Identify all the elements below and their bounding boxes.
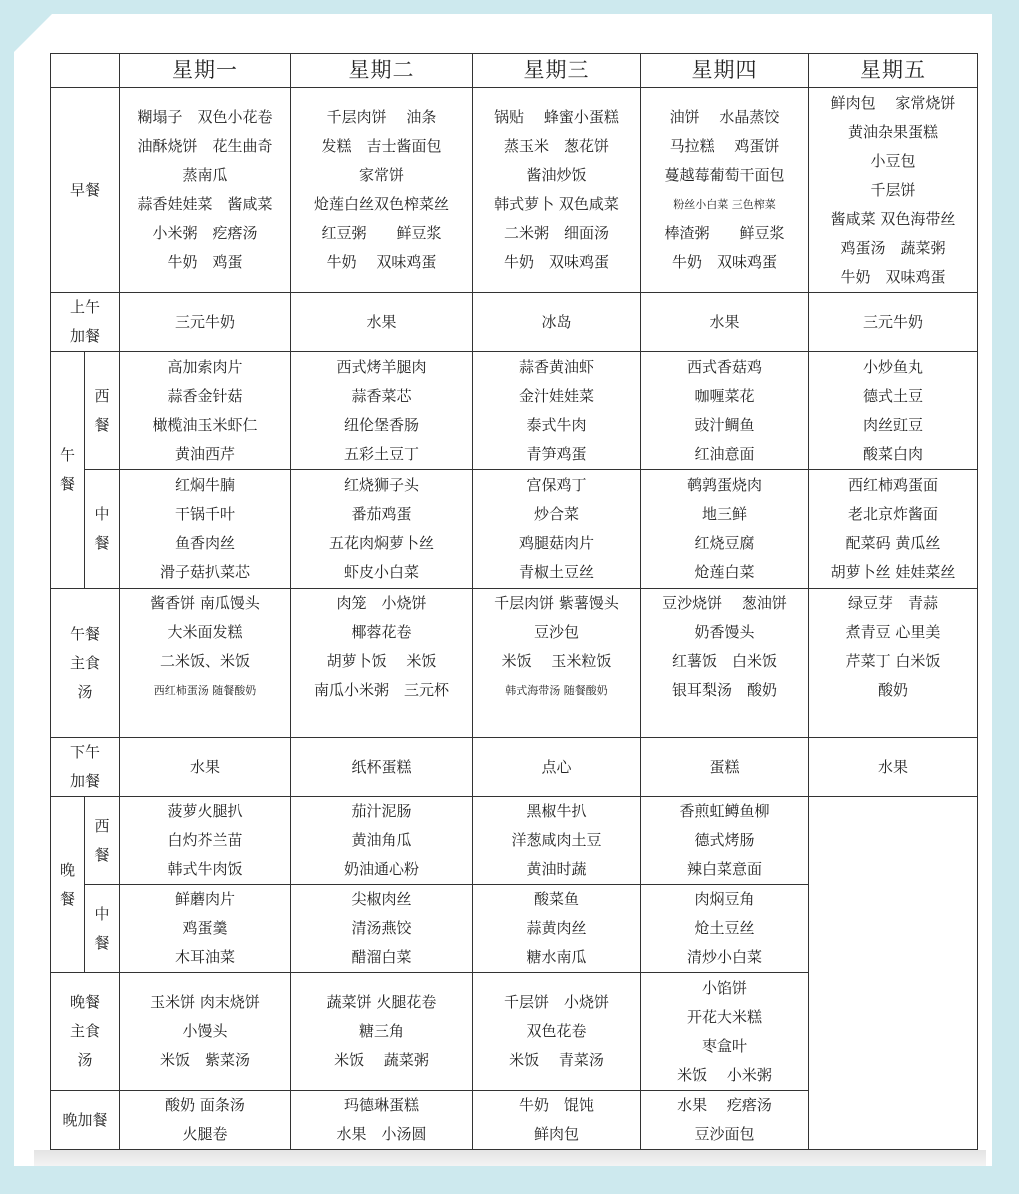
menu-item: 肉丝豇豆 <box>862 415 923 434</box>
menu-item: 蒜香娃娃菜 酱咸菜 <box>137 195 273 213</box>
menu-item: 枣盒叶 <box>701 1036 747 1055</box>
menu-item: 椰蓉花卷 <box>351 623 412 641</box>
menu-item: 棒渣粥 鲜豆浆 <box>664 224 785 242</box>
morning-snack-label <box>51 293 120 352</box>
breakfast-cell <box>641 88 809 293</box>
menu-item: 茄汁泥肠 <box>351 802 412 820</box>
menu-item: 韩式海带汤 随餐酸奶 <box>505 684 608 697</box>
staple-cell <box>291 589 473 738</box>
menu-item: 奶香馒头 <box>694 623 755 641</box>
menu-item: 五彩土豆丁 <box>343 444 419 463</box>
lunch-western-row <box>51 352 978 470</box>
menu-item: 奶油通心粉 <box>343 860 419 878</box>
menu-item: 宫保鸡丁 <box>526 476 587 494</box>
night-snack-cell <box>120 1091 291 1150</box>
label-line: 中 <box>94 904 110 923</box>
breakfast-label: 早餐 <box>51 88 120 293</box>
staple-cell <box>641 973 809 1091</box>
menu-item: 千层饼 小烧饼 <box>503 993 609 1011</box>
menu-item: 炝土豆丝 <box>694 919 755 937</box>
menu-item: 纽伦堡香肠 <box>343 415 419 434</box>
staple-cell <box>641 589 809 738</box>
menu-item: 鹌鹑蛋烧肉 <box>686 476 762 494</box>
menu-item: 米饭 玉米粒饭 <box>501 652 612 670</box>
menu-item: 干锅千叶 <box>174 505 235 523</box>
menu-item: 配菜码 黄瓜丝 <box>845 534 941 552</box>
menu-item: 鸡腿菇肉片 <box>518 534 594 552</box>
dish-cell <box>120 470 291 589</box>
label-line: 中 <box>94 505 110 523</box>
lunch-label <box>51 352 85 589</box>
menu-item: 德式土豆 <box>862 386 923 405</box>
night-snack-cell <box>291 1091 473 1150</box>
menu-item: 双色花卷 <box>526 1022 587 1040</box>
menu-item: 炝莲白菜 <box>694 563 755 581</box>
dish-cell <box>120 797 291 885</box>
menu-item: 牛奶 双味鸡蛋 <box>326 253 437 271</box>
dish-cell <box>291 470 473 589</box>
menu-item: 黄油角瓜 <box>351 831 412 849</box>
label-line: 晚餐 <box>69 993 100 1011</box>
menu-item: 豉汁鲷鱼 <box>694 415 755 434</box>
breakfast-cell <box>473 88 641 293</box>
menu-item: 尖椒肉丝 <box>351 890 412 908</box>
label-line: 主食 <box>69 1022 100 1040</box>
dish-cell <box>473 797 641 885</box>
lunch-western-label <box>85 352 120 470</box>
menu-item: 牛奶 双味鸡蛋 <box>840 267 946 286</box>
menu-item: 蒜黄肉丝 <box>526 919 587 937</box>
menu-item: 黄油杂果蛋糕 <box>847 122 938 141</box>
dish-cell <box>809 352 978 470</box>
menu-item: 米饭 小米粥 <box>677 1065 772 1084</box>
paper-shadow <box>34 1150 986 1166</box>
label-line: 餐 <box>94 534 110 552</box>
night-snack-label: 晚加餐 <box>51 1091 120 1150</box>
label-line: 晚 <box>59 860 75 879</box>
label-line: 餐 <box>59 475 75 493</box>
menu-item: 玛德琳蛋糕 <box>343 1096 419 1114</box>
menu-item: 肉焖豆角 <box>694 890 755 908</box>
label-line: 汤 <box>77 682 93 701</box>
menu-item: 白灼芥兰苗 <box>167 831 243 849</box>
menu-item: 蔬菜饼 火腿花卷 <box>326 993 437 1011</box>
dish-cell <box>120 885 291 973</box>
snack-cell: 水果 <box>291 293 473 352</box>
label-line: 下午 <box>69 743 100 761</box>
menu-item: 菠萝火腿扒 <box>167 802 243 820</box>
dinner-western-label <box>85 797 120 885</box>
menu-item: 高加索肉片 <box>167 357 243 376</box>
menu-item: 米饭 青菜汤 <box>509 1051 604 1069</box>
menu-item: 马拉糕 鸡蛋饼 <box>669 137 780 155</box>
dish-cell <box>291 885 473 973</box>
menu-item: 煮青豆 心里美 <box>845 623 941 641</box>
menu-item: 黄油西芹 <box>174 444 235 463</box>
breakfast-cell <box>120 88 291 293</box>
afternoon-snack-label <box>51 738 120 797</box>
breakfast-cell <box>809 88 978 293</box>
menu-item: 鱼香肉丝 <box>174 534 235 552</box>
menu-item: 红油意面 <box>694 444 755 463</box>
label-line: 西 <box>94 816 110 835</box>
dish-cell <box>473 885 641 973</box>
menu-item: 肉笼 小烧饼 <box>336 594 427 612</box>
empty-cell <box>809 797 978 1150</box>
menu-item: 地三鲜 <box>701 505 747 523</box>
menu-item: 酱香饼 南瓜馒头 <box>150 594 260 612</box>
snack-cell: 蛋糕 <box>641 738 809 797</box>
menu-item: 黑椒牛扒 <box>526 802 587 820</box>
menu-item: 小米粥 疙瘩汤 <box>152 224 258 242</box>
snack-cell: 水果 <box>120 738 291 797</box>
menu-item: 胡萝卜丝 娃娃菜丝 <box>830 563 956 581</box>
menu-item: 虾皮小白菜 <box>343 563 419 581</box>
menu-item: 鸡蛋汤 蔬菜粥 <box>840 238 946 257</box>
menu-item: 蒜香金针菇 <box>167 386 243 405</box>
lunch-staple-label <box>51 589 120 738</box>
menu-item: 米饭 蔬菜粥 <box>334 1051 429 1069</box>
menu-item: 小馒头 <box>182 1022 228 1040</box>
dish-cell <box>473 352 641 470</box>
menu-item: 蒜香黄油虾 <box>518 357 594 376</box>
day-header: 星期四 <box>641 54 809 88</box>
lunch-chinese-row <box>51 470 978 589</box>
label-line: 汤 <box>77 1051 93 1069</box>
dinner-western-row <box>51 797 978 885</box>
menu-item: 胡萝卜饭 米饭 <box>326 652 437 670</box>
menu-item: 咖喱菜花 <box>694 386 755 405</box>
menu-item: 鲜蘑肉片 <box>174 890 235 908</box>
menu-item: 油饼 水晶蒸饺 <box>669 108 780 126</box>
header-row <box>51 54 978 88</box>
menu-item: 青椒土豆丝 <box>518 563 594 581</box>
dinner-label <box>51 797 85 973</box>
menu-item: 蒜香菜芯 <box>351 386 412 405</box>
dinner-chinese-label <box>85 885 120 973</box>
menu-item: 韩式萝卜 双色咸菜 <box>494 195 619 213</box>
snack-cell: 水果 <box>641 293 809 352</box>
staple-cell <box>120 973 291 1091</box>
dish-cell <box>291 797 473 885</box>
menu-item: 酸菜白肉 <box>862 444 923 463</box>
menu-item: 鸡蛋羹 <box>182 919 228 937</box>
menu-item: 发糕 吉士酱面包 <box>321 137 442 155</box>
menu-item: 糖水南瓜 <box>526 948 587 966</box>
corner-cell <box>51 54 120 88</box>
menu-item: 金汁娃娃菜 <box>518 386 594 405</box>
menu-item: 韩式牛肉饭 <box>167 860 243 878</box>
night-snack-cell <box>473 1091 641 1150</box>
day-header: 星期一 <box>120 54 291 88</box>
label-line: 餐 <box>59 889 75 908</box>
menu-item: 五花肉焖萝卜丝 <box>328 534 434 552</box>
staple-cell <box>809 589 978 738</box>
menu-item: 木耳油菜 <box>174 948 235 966</box>
menu-item: 鲜肉包 家常烧饼 <box>830 93 956 112</box>
menu-item: 黄油时蔬 <box>526 860 587 878</box>
label-line: 加餐 <box>69 327 100 345</box>
menu-item: 西红柿蛋汤 随餐酸奶 <box>153 684 257 697</box>
snack-cell: 水果 <box>809 738 978 797</box>
menu-item: 大米面发糕 <box>167 623 243 641</box>
lunch-staple-row <box>51 589 978 738</box>
label-line: 午餐 <box>69 624 100 643</box>
menu-item: 芹菜丁 白米饭 <box>845 652 941 670</box>
menu-item: 酸奶 面条汤 <box>165 1096 245 1114</box>
menu-item: 酱油炒饭 <box>526 166 587 184</box>
menu-item: 酸菜鱼 <box>533 890 579 908</box>
menu-item: 蒸南瓜 <box>182 166 228 184</box>
label-line: 上午 <box>69 298 100 316</box>
snack-cell: 点心 <box>473 738 641 797</box>
menu-item: 德式烤肠 <box>694 831 755 849</box>
staple-cell <box>473 973 641 1091</box>
dish-cell <box>641 797 809 885</box>
day-header: 星期二 <box>291 54 473 88</box>
breakfast-cell <box>291 88 473 293</box>
staple-cell <box>473 589 641 738</box>
dish-cell <box>473 470 641 589</box>
label-line: 午 <box>59 446 75 464</box>
menu-item: 小豆包 <box>870 151 916 170</box>
day-header: 星期五 <box>809 54 978 88</box>
menu-item: 蔓越莓葡萄干面包 <box>664 166 785 184</box>
menu-item: 油酥烧饼 花生曲奇 <box>137 137 273 155</box>
menu-item: 牛奶 鸡蛋 <box>167 253 243 271</box>
menu-item: 西式烤羊腿肉 <box>336 357 427 376</box>
menu-item: 千层饼 <box>870 180 916 199</box>
menu-item: 牛奶 双味鸡蛋 <box>671 253 777 271</box>
menu-item: 西式香菇鸡 <box>686 357 762 376</box>
menu-item: 炒合菜 <box>533 505 579 523</box>
menu-item: 二米饭、米饭 <box>159 652 250 670</box>
label-line: 西 <box>94 386 110 405</box>
menu-item: 蒸玉米 葱花饼 <box>503 137 609 155</box>
menu-item: 千层肉饼 油条 <box>326 108 437 126</box>
dish-cell <box>120 352 291 470</box>
menu-item: 橄榄油玉米虾仁 <box>152 415 258 434</box>
label-line: 餐 <box>94 933 110 952</box>
menu-item: 二米粥 细面汤 <box>503 224 609 242</box>
menu-item: 豆沙烧饼 葱油饼 <box>662 594 787 612</box>
menu-item: 粉丝小白菜 三色榨菜 <box>673 198 776 211</box>
menu-item: 酱咸菜 双色海带丝 <box>830 209 956 228</box>
menu-item: 水果 疙瘩汤 <box>677 1096 772 1114</box>
weekly-menu-table <box>50 53 978 1150</box>
menu-item: 清汤燕饺 <box>351 919 412 937</box>
menu-item: 香煎虹鳟鱼柳 <box>679 802 770 820</box>
menu-item: 家常饼 <box>358 166 404 184</box>
menu-item: 滑子菇扒菜芯 <box>159 563 250 581</box>
menu-item: 米饭 紫菜汤 <box>159 1051 250 1069</box>
snack-cell: 三元牛奶 <box>120 293 291 352</box>
menu-item: 糖三角 <box>358 1022 404 1040</box>
snack-cell: 三元牛奶 <box>809 293 978 352</box>
menu-item: 清炒小白菜 <box>686 948 762 966</box>
menu-item: 辣白菜意面 <box>686 860 762 878</box>
dish-cell <box>641 470 809 589</box>
staple-cell <box>291 973 473 1091</box>
menu-item: 红烧狮子头 <box>343 476 419 494</box>
menu-item: 豆沙面包 <box>694 1125 755 1143</box>
snack-cell: 纸杯蛋糕 <box>291 738 473 797</box>
night-snack-cell <box>641 1091 809 1150</box>
menu-item: 锅贴 蜂蜜小蛋糕 <box>494 108 619 126</box>
breakfast-row <box>51 88 978 293</box>
menu-item: 番茄鸡蛋 <box>351 505 412 523</box>
menu-item: 南瓜小米粥 三元杯 <box>313 681 449 699</box>
menu-item: 糊塌子 双色小花卷 <box>137 108 273 126</box>
dish-cell <box>641 885 809 973</box>
menu-item: 小馅饼 <box>701 978 747 997</box>
staple-cell <box>120 589 291 738</box>
menu-item: 火腿卷 <box>182 1125 228 1143</box>
label-line: 主食 <box>69 653 100 672</box>
menu-item: 绿豆芽 青蒜 <box>847 594 938 612</box>
dish-cell <box>291 352 473 470</box>
menu-item: 红烧豆腐 <box>694 534 755 552</box>
menu-item: 红焖牛腩 <box>174 476 235 494</box>
menu-item: 牛奶 双味鸡蛋 <box>503 253 609 271</box>
menu-item: 醋溜白菜 <box>351 948 412 966</box>
menu-item: 小炒鱼丸 <box>862 357 923 376</box>
label-line: 加餐 <box>69 772 100 790</box>
menu-item: 红薯饭 白米饭 <box>671 652 777 670</box>
menu-item: 红豆粥 鲜豆浆 <box>321 224 442 242</box>
menu-item: 牛奶 馄饨 <box>518 1096 594 1114</box>
menu-item: 炝莲白丝双色榨菜丝 <box>313 195 449 213</box>
label-line: 餐 <box>94 415 110 434</box>
menu-item: 千层肉饼 紫薯馒头 <box>494 594 619 612</box>
menu-item: 青笋鸡蛋 <box>526 444 587 463</box>
menu-item: 酸奶 <box>877 681 908 699</box>
label-line: 餐 <box>94 845 110 864</box>
dish-cell <box>641 352 809 470</box>
menu-item: 银耳梨汤 酸奶 <box>671 681 777 699</box>
menu-item: 鲜肉包 <box>533 1125 579 1143</box>
menu-item: 泰式牛肉 <box>526 415 587 434</box>
dish-cell <box>809 470 978 589</box>
day-header: 星期三 <box>473 54 641 88</box>
menu-item: 西红柿鸡蛋面 <box>847 476 938 494</box>
menu-item: 水果 小汤圆 <box>336 1125 427 1143</box>
afternoon-snack-row <box>51 738 978 797</box>
morning-snack-row <box>51 293 978 352</box>
menu-item: 洋葱咸肉土豆 <box>511 831 602 849</box>
menu-item: 开花大米糕 <box>686 1007 762 1026</box>
menu-item: 玉米饼 肉末烧饼 <box>150 993 260 1011</box>
menu-item: 豆沙包 <box>533 623 579 641</box>
lunch-chinese-label <box>85 470 120 589</box>
menu-item: 老北京炸酱面 <box>847 505 938 523</box>
snack-cell: 冰岛 <box>473 293 641 352</box>
dinner-staple-label <box>51 973 120 1091</box>
